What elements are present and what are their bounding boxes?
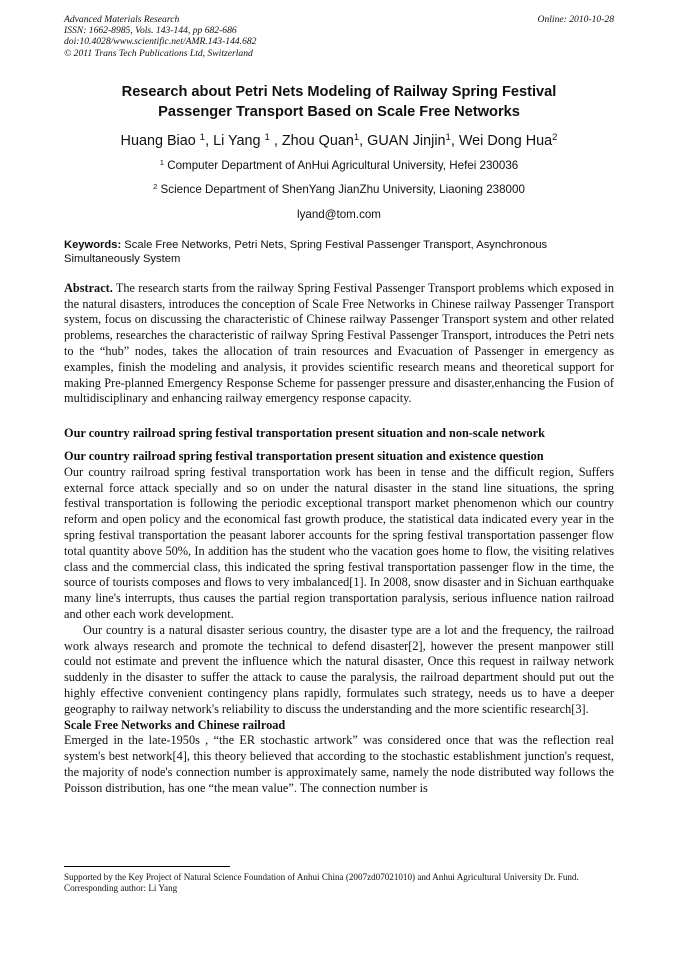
author-list	[64, 131, 614, 151]
author-sup: 1	[445, 131, 451, 143]
abstract-label: Abstract.	[64, 280, 113, 295]
title-line-1: Research about Petri Nets Modeling of Railway Spring Festival	[121, 83, 557, 100]
abstract-text: The research starts from the railway Spring Festival Passenger Transport problems which exposed in the natural disasters, introduces the conception of Scale Free Networks in Chinese railway Passenger Transport system, focus on discussing the characteristic of Chinese railway Passenger Transport system and other related problems, researches the characteristic of railway Spring Festival Passenger Transport, introduces the Petri nets to the “hub” nodes, takes the allocation of train resources and Evacuation of Passenger in emergency as examples, finish the modeling and analysis, it provides scientific research means and theoretical support for making Pre-planned Emergency Response Scheme for passenger pressure and disaster,enhancing the Fusion of multidisciplinary and enhancing railway emergency response capacity.	[64, 280, 614, 406]
copyright-line: © 2011 Trans Tech Publications Ltd, Switzerland	[64, 47, 253, 59]
author-name: Wei Dong Hua	[458, 132, 553, 149]
body-paragraph-1: Our country railroad spring festival transportation work has been in tense and the difficult region, Suffers external force attack specially and so on under the natural disaster in the stand line situations, the spring festival transportation is following the periodic exceptional transport market phenomenon which our country reform and open policy and the economical fast growth produce, the statistical data indicated every year in the spring festival transportation the peasant laborer accounts for the spring festival transportation passenger flow total quantity above 50%, In addition has the student who the vacation goes home to flow, the visiting relatives class and the commercial class, this indicated the spring festival transportation passenger flow in the time, the source of tourists composes and flows to very imbalanced[1]. In 2008, snow disaster and in Sichuan earthquake many line's interrupts, thus causes the partial region transportation paralysis, serious influence nation railroad and other each work development.	[64, 464, 614, 621]
footnote-rule	[64, 866, 230, 867]
subsection-heading-2: Scale Free Networks and Chinese railroad	[64, 717, 286, 732]
online-date: Online: 2010-10-28	[537, 14, 614, 25]
keywords-label: Keywords:	[64, 238, 122, 251]
author-name: Li Yang	[213, 132, 265, 149]
affiliation-text: Science Department of ShenYang JianZhu University, Liaoning 238000	[157, 182, 525, 196]
section-heading: Our country railroad spring festival transportation present situation and non-scale network	[64, 426, 545, 441]
author-sep: ,	[359, 132, 368, 149]
keywords-text: Scale Free Networks, Petri Nets, Spring Festival Passenger Transport, Asynchronous Simultaneously System	[64, 238, 548, 266]
paper-page	[64, 14, 614, 797]
affiliation-text: Computer Department of AnHui Agricultural University, Hefei 230036	[164, 158, 519, 172]
author-sup: 1	[199, 131, 206, 143]
body-paragraph-2: Our country is a natural disaster serious country, the disaster type are a lot and the frequency, the railroad work always research and promote the technical to defend disaster[2], however the present manpower still could not estimate and prevent the influence which the natural disaster, Once this request in railway network suddenly in the disaster to suffer the attack to cause the paralysis, the railroad department should put out the highly effective convenient contingency plans rapidly, formulates such strategy, needs us to have a deeper geography to railway network's reliability to discuss the understanding and the more scientific research[3].	[64, 622, 614, 716]
author-sep: ,	[450, 132, 459, 149]
author-name: Huang Biao	[120, 132, 200, 149]
affiliation-sup: 1	[159, 157, 165, 167]
author-sup: 2	[552, 131, 558, 143]
author-sep: ,	[205, 132, 214, 149]
paper-title	[64, 82, 614, 122]
issn-line: ISSN: 1662-8985, Vols. 143-144, pp 682-686	[64, 25, 237, 37]
journal-name: Advanced Materials Research	[64, 14, 180, 25]
affiliation-sup: 2	[153, 181, 158, 191]
author-sep: ,	[269, 132, 282, 149]
affiliation-1	[64, 159, 614, 173]
contact-email: lyand@tom.com	[297, 207, 381, 221]
keywords	[64, 238, 614, 267]
body-paragraph-3: Emerged in the late-1950s , “the ER stochastic artwork” was considered once that was the reflection real system's best network[4], this theory believed that according to the stochastic establishment junction's request, the majority of node's connection number is approximately same, namely the node distributed way follows the Poisson distribution, has one “the mean value”. The connection number is	[64, 733, 614, 795]
doi-line: doi:10.4028/www.scientific.net/AMR.143-144.682	[64, 36, 257, 48]
affiliation-2	[64, 183, 614, 197]
subsection-heading: Our country railroad spring festival transportation present situation and existence question	[64, 448, 544, 463]
title-line-2: Passenger Transport Based on Scale Free Networks	[158, 103, 520, 120]
author-sup: 1	[353, 131, 360, 143]
footnote: Supported by the Key Project of Natural Science Foundation of Anhui China (2007zd07021010) and Anhui Agricultural University Dr. Fund. Corresponding author: Li Yang	[64, 872, 579, 893]
journal-header	[64, 14, 614, 59]
author-name: GUAN Jinjin	[367, 132, 446, 149]
author-name: Zhou Quan	[281, 132, 354, 149]
abstract	[64, 281, 614, 407]
author-sup: 1	[264, 131, 270, 143]
